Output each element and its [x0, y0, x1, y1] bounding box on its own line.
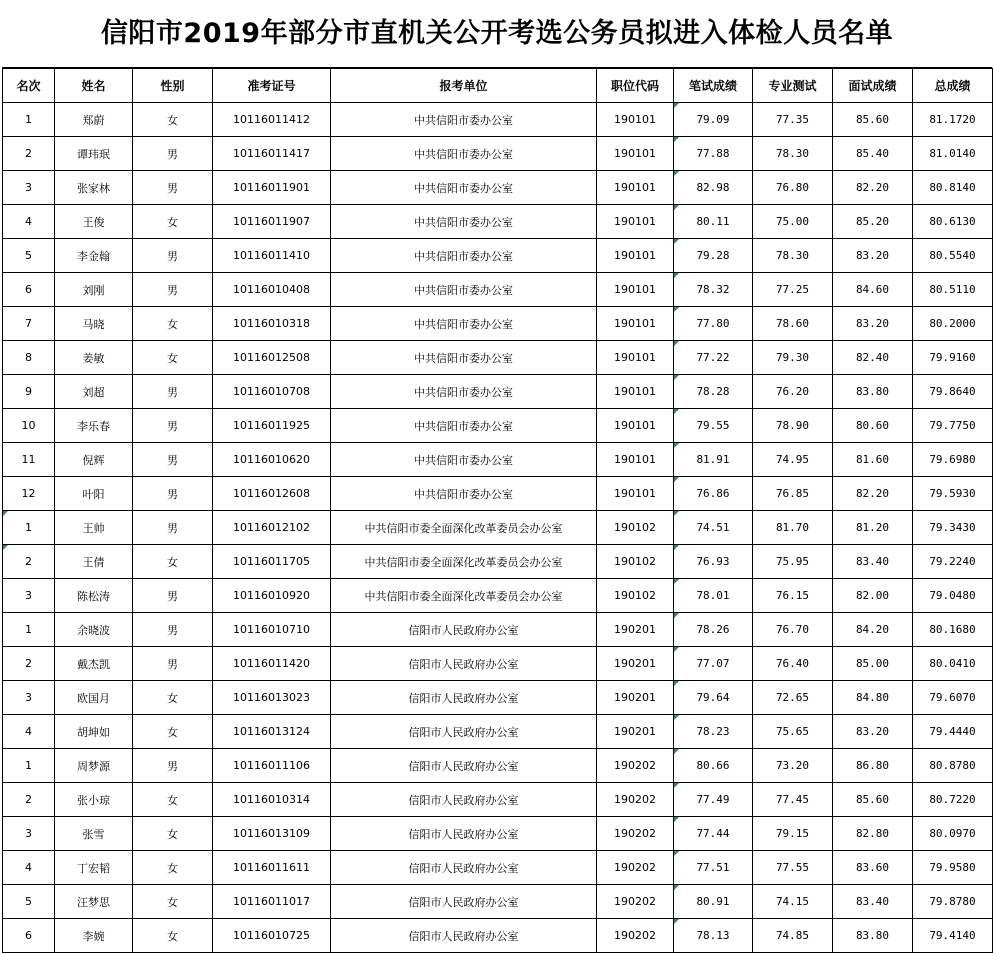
name-cell[interactable]: 张小琼	[55, 783, 133, 817]
total-score-cell[interactable]: 79.9160	[913, 341, 993, 375]
table-row	[3, 817, 993, 851]
position-code-cell[interactable]: 190101	[597, 205, 674, 239]
exam-id-cell[interactable]: 10116011420	[213, 647, 331, 681]
header-row	[3, 69, 993, 103]
position-code-cell[interactable]: 190202	[597, 749, 674, 783]
position-code-cell[interactable]: 190101	[597, 443, 674, 477]
rank-cell[interactable]: 2	[3, 647, 55, 681]
position-code-cell[interactable]: 190101	[597, 137, 674, 171]
gender-cell[interactable]: 男	[133, 239, 213, 273]
results-table	[2, 68, 993, 953]
spreadsheet	[2, 0, 992, 953]
exam-id-cell[interactable]: 10116011106	[213, 749, 331, 783]
written-score-cell[interactable]: 79.09	[674, 103, 753, 137]
table-row	[3, 851, 993, 885]
written-score-cell[interactable]: 77.07	[674, 647, 753, 681]
position-code-cell[interactable]: 190101	[597, 477, 674, 511]
exam-id-cell[interactable]: 10116010708	[213, 375, 331, 409]
interview-score-cell[interactable]: 84.80	[833, 681, 913, 715]
written-score-cell[interactable]: 77.51	[674, 851, 753, 885]
total-score-cell[interactable]: 79.4140	[913, 919, 993, 953]
professional-test-cell[interactable]: 76.85	[753, 477, 833, 511]
header-written-score[interactable]: 笔试成绩	[674, 69, 753, 103]
position-code-cell[interactable]: 190102	[597, 511, 674, 545]
interview-score-cell[interactable]: 83.40	[833, 545, 913, 579]
gender-cell[interactable]: 男	[133, 477, 213, 511]
position-code-cell[interactable]: 190202	[597, 817, 674, 851]
table-row	[3, 409, 993, 443]
interview-score-cell[interactable]: 82.40	[833, 341, 913, 375]
total-score-cell[interactable]: 79.8780	[913, 885, 993, 919]
rank-cell[interactable]: 1	[3, 613, 55, 647]
total-score-cell[interactable]: 80.6130	[913, 205, 993, 239]
rank-cell[interactable]: 2	[3, 137, 55, 171]
rank-cell[interactable]: 4	[3, 715, 55, 749]
table-row	[3, 715, 993, 749]
professional-test-cell[interactable]: 78.90	[753, 409, 833, 443]
position-code-cell[interactable]: 190101	[597, 171, 674, 205]
name-cell[interactable]: 戴杰凯	[55, 647, 133, 681]
header-exam-id[interactable]: 准考证号	[213, 69, 331, 103]
gender-cell[interactable]: 女	[133, 681, 213, 715]
total-score-cell[interactable]: 80.2000	[913, 307, 993, 341]
professional-test-cell[interactable]: 77.55	[753, 851, 833, 885]
professional-test-cell[interactable]: 74.15	[753, 885, 833, 919]
professional-test-cell[interactable]: 73.20	[753, 749, 833, 783]
professional-test-cell[interactable]: 75.00	[753, 205, 833, 239]
table-row	[3, 137, 993, 171]
unit-cell[interactable]: 中共信阳市委办公室	[331, 239, 597, 273]
exam-id-cell[interactable]: 10116012102	[213, 511, 331, 545]
rank-cell[interactable]: 4	[3, 851, 55, 885]
total-score-cell[interactable]: 80.1680	[913, 613, 993, 647]
unit-cell[interactable]: 中共信阳市委全面深化改革委员会办公室	[331, 511, 597, 545]
position-code-cell[interactable]: 190101	[597, 307, 674, 341]
rank-cell[interactable]: 2	[3, 545, 55, 579]
header-unit[interactable]: 报考单位	[331, 69, 597, 103]
position-code-cell[interactable]: 190201	[597, 647, 674, 681]
written-score-cell[interactable]: 78.32	[674, 273, 753, 307]
rank-cell[interactable]: 6	[3, 273, 55, 307]
unit-cell[interactable]: 中共信阳市委办公室	[331, 307, 597, 341]
gender-cell[interactable]: 男	[133, 749, 213, 783]
written-score-cell[interactable]: 78.28	[674, 375, 753, 409]
exam-id-cell[interactable]: 10116010725	[213, 919, 331, 953]
name-cell[interactable]: 姜敏	[55, 341, 133, 375]
unit-cell[interactable]: 中共信阳市委办公室	[331, 171, 597, 205]
exam-id-cell[interactable]: 10116011017	[213, 885, 331, 919]
gender-cell[interactable]: 男	[133, 511, 213, 545]
name-cell[interactable]: 欧国月	[55, 681, 133, 715]
rank-cell[interactable]: 8	[3, 341, 55, 375]
exam-id-cell[interactable]: 10116011925	[213, 409, 331, 443]
gender-cell[interactable]: 男	[133, 273, 213, 307]
exam-id-cell[interactable]: 10116013023	[213, 681, 331, 715]
position-code-cell[interactable]: 190202	[597, 919, 674, 953]
written-score-cell[interactable]: 78.23	[674, 715, 753, 749]
rank-cell[interactable]: 12	[3, 477, 55, 511]
interview-score-cell[interactable]: 83.40	[833, 885, 913, 919]
gender-cell[interactable]: 男	[133, 443, 213, 477]
name-cell[interactable]: 周梦源	[55, 749, 133, 783]
exam-id-cell[interactable]: 10116011417	[213, 137, 331, 171]
interview-score-cell[interactable]: 85.60	[833, 783, 913, 817]
professional-test-cell[interactable]: 77.35	[753, 103, 833, 137]
gender-cell[interactable]: 女	[133, 307, 213, 341]
total-score-cell[interactable]: 79.2240	[913, 545, 993, 579]
exam-id-cell[interactable]: 10116013109	[213, 817, 331, 851]
interview-score-cell[interactable]: 85.40	[833, 137, 913, 171]
exam-id-cell[interactable]: 10116010314	[213, 783, 331, 817]
header-total-score[interactable]: 总成绩	[913, 69, 993, 103]
written-score-cell[interactable]: 77.88	[674, 137, 753, 171]
name-cell[interactable]: 张家林	[55, 171, 133, 205]
written-score-cell[interactable]: 78.13	[674, 919, 753, 953]
position-code-cell[interactable]: 190101	[597, 273, 674, 307]
position-code-cell[interactable]: 190101	[597, 341, 674, 375]
professional-test-cell[interactable]: 81.70	[753, 511, 833, 545]
total-score-cell[interactable]: 79.8640	[913, 375, 993, 409]
table-row	[3, 647, 993, 681]
exam-id-cell[interactable]: 10116010710	[213, 613, 331, 647]
professional-test-cell[interactable]: 76.70	[753, 613, 833, 647]
gender-cell[interactable]: 男	[133, 409, 213, 443]
name-cell[interactable]: 李乐春	[55, 409, 133, 443]
interview-score-cell[interactable]: 81.60	[833, 443, 913, 477]
rank-cell[interactable]: 3	[3, 817, 55, 851]
gender-cell[interactable]: 女	[133, 783, 213, 817]
professional-test-cell[interactable]: 78.60	[753, 307, 833, 341]
rank-cell[interactable]: 5	[3, 239, 55, 273]
total-score-cell[interactable]: 80.8780	[913, 749, 993, 783]
professional-test-cell[interactable]: 75.95	[753, 545, 833, 579]
table-row	[3, 171, 993, 205]
gender-cell[interactable]: 女	[133, 205, 213, 239]
name-cell[interactable]: 余晓波	[55, 613, 133, 647]
table-row	[3, 477, 993, 511]
gender-cell[interactable]: 女	[133, 919, 213, 953]
written-score-cell[interactable]: 79.64	[674, 681, 753, 715]
position-code-cell[interactable]: 190201	[597, 681, 674, 715]
gender-cell[interactable]: 女	[133, 851, 213, 885]
written-score-cell[interactable]: 82.98	[674, 171, 753, 205]
rank-cell[interactable]: 3	[3, 681, 55, 715]
name-cell[interactable]: 张雪	[55, 817, 133, 851]
position-code-cell[interactable]: 190101	[597, 375, 674, 409]
table-row	[3, 579, 993, 613]
rank-cell[interactable]: 7	[3, 307, 55, 341]
unit-cell[interactable]: 中共信阳市委办公室	[331, 375, 597, 409]
interview-score-cell[interactable]: 83.60	[833, 851, 913, 885]
rank-cell[interactable]: 1	[3, 749, 55, 783]
name-cell[interactable]: 马晓	[55, 307, 133, 341]
professional-test-cell[interactable]: 79.30	[753, 341, 833, 375]
name-cell[interactable]: 倪辉	[55, 443, 133, 477]
gender-cell[interactable]: 男	[133, 613, 213, 647]
total-score-cell[interactable]: 79.3430	[913, 511, 993, 545]
position-code-cell[interactable]: 190101	[597, 409, 674, 443]
table-body	[3, 103, 993, 953]
table-row	[3, 783, 993, 817]
page-title: 信阳市2019年部分市直机关公开考选公务员拟进入体检人员名单	[2, 0, 992, 68]
professional-test-cell[interactable]: 76.15	[753, 579, 833, 613]
professional-test-cell[interactable]: 78.30	[753, 239, 833, 273]
professional-test-cell[interactable]: 76.40	[753, 647, 833, 681]
unit-cell[interactable]: 中共信阳市委办公室	[331, 103, 597, 137]
name-cell[interactable]: 刘超	[55, 375, 133, 409]
exam-id-cell[interactable]: 10116012608	[213, 477, 331, 511]
gender-cell[interactable]: 男	[133, 375, 213, 409]
name-cell[interactable]: 汪梦思	[55, 885, 133, 919]
professional-test-cell[interactable]: 79.15	[753, 817, 833, 851]
written-score-cell[interactable]: 74.51	[674, 511, 753, 545]
written-score-cell[interactable]: 78.01	[674, 579, 753, 613]
position-code-cell[interactable]: 190201	[597, 613, 674, 647]
name-cell[interactable]: 王倩	[55, 545, 133, 579]
unit-cell[interactable]: 信阳市人民政府办公室	[331, 647, 597, 681]
written-score-cell[interactable]: 79.28	[674, 239, 753, 273]
written-score-cell[interactable]: 76.86	[674, 477, 753, 511]
unit-cell[interactable]: 中共信阳市委办公室	[331, 443, 597, 477]
total-score-cell[interactable]: 79.0480	[913, 579, 993, 613]
written-score-cell[interactable]: 80.66	[674, 749, 753, 783]
name-cell[interactable]: 陈松涛	[55, 579, 133, 613]
professional-test-cell[interactable]: 76.80	[753, 171, 833, 205]
table-row	[3, 273, 993, 307]
exam-id-cell[interactable]: 10116013124	[213, 715, 331, 749]
exam-id-cell[interactable]: 10116011410	[213, 239, 331, 273]
table-row	[3, 613, 993, 647]
interview-score-cell[interactable]: 81.20	[833, 511, 913, 545]
written-score-cell[interactable]: 81.91	[674, 443, 753, 477]
gender-cell[interactable]: 男	[133, 137, 213, 171]
name-cell[interactable]: 刘刚	[55, 273, 133, 307]
table-row	[3, 307, 993, 341]
written-score-cell[interactable]: 77.44	[674, 817, 753, 851]
unit-cell[interactable]: 信阳市人民政府办公室	[331, 715, 597, 749]
interview-score-cell[interactable]: 83.80	[833, 375, 913, 409]
total-score-cell[interactable]: 80.5540	[913, 239, 993, 273]
interview-score-cell[interactable]: 83.20	[833, 239, 913, 273]
rank-cell[interactable]: 11	[3, 443, 55, 477]
interview-score-cell[interactable]: 82.20	[833, 477, 913, 511]
name-cell[interactable]: 郑蔚	[55, 103, 133, 137]
name-cell[interactable]: 李金翰	[55, 239, 133, 273]
name-cell[interactable]: 胡坤如	[55, 715, 133, 749]
interview-score-cell[interactable]: 84.20	[833, 613, 913, 647]
table-row	[3, 443, 993, 477]
exam-id-cell[interactable]: 10116010620	[213, 443, 331, 477]
header-interview-score[interactable]: 面试成绩	[833, 69, 913, 103]
unit-cell[interactable]: 中共信阳市委全面深化改革委员会办公室	[331, 545, 597, 579]
gender-cell[interactable]: 女	[133, 103, 213, 137]
header-gender[interactable]: 性别	[133, 69, 213, 103]
total-score-cell[interactable]: 80.7220	[913, 783, 993, 817]
gender-cell[interactable]: 女	[133, 715, 213, 749]
unit-cell[interactable]: 中共信阳市委办公室	[331, 477, 597, 511]
interview-score-cell[interactable]: 82.20	[833, 171, 913, 205]
total-score-cell[interactable]: 79.4440	[913, 715, 993, 749]
total-score-cell[interactable]: 80.0410	[913, 647, 993, 681]
table-row	[3, 545, 993, 579]
total-score-cell[interactable]: 81.0140	[913, 137, 993, 171]
unit-cell[interactable]: 信阳市人民政府办公室	[331, 613, 597, 647]
written-score-cell[interactable]: 76.93	[674, 545, 753, 579]
interview-score-cell[interactable]: 84.60	[833, 273, 913, 307]
written-score-cell[interactable]: 80.11	[674, 205, 753, 239]
rank-cell[interactable]: 3	[3, 171, 55, 205]
rank-cell[interactable]: 9	[3, 375, 55, 409]
total-score-cell[interactable]: 80.5110	[913, 273, 993, 307]
unit-cell[interactable]: 中共信阳市委办公室	[331, 341, 597, 375]
professional-test-cell[interactable]: 75.65	[753, 715, 833, 749]
unit-cell[interactable]: 信阳市人民政府办公室	[331, 681, 597, 715]
table-row	[3, 205, 993, 239]
position-code-cell[interactable]: 190202	[597, 783, 674, 817]
professional-test-cell[interactable]: 77.25	[753, 273, 833, 307]
interview-score-cell[interactable]: 83.20	[833, 715, 913, 749]
unit-cell[interactable]: 信阳市人民政府办公室	[331, 885, 597, 919]
name-cell[interactable]: 丁宏韬	[55, 851, 133, 885]
professional-test-cell[interactable]: 72.65	[753, 681, 833, 715]
professional-test-cell[interactable]: 74.85	[753, 919, 833, 953]
table-row	[3, 885, 993, 919]
unit-cell[interactable]: 中共信阳市委办公室	[331, 205, 597, 239]
gender-cell[interactable]: 男	[133, 579, 213, 613]
position-code-cell[interactable]: 190102	[597, 579, 674, 613]
position-code-cell[interactable]: 190101	[597, 239, 674, 273]
total-score-cell[interactable]: 79.5930	[913, 477, 993, 511]
name-cell[interactable]: 叶阳	[55, 477, 133, 511]
table-row	[3, 341, 993, 375]
professional-test-cell[interactable]: 78.30	[753, 137, 833, 171]
table-row	[3, 239, 993, 273]
exam-id-cell[interactable]: 10116010920	[213, 579, 331, 613]
interview-score-cell[interactable]: 85.60	[833, 103, 913, 137]
name-cell[interactable]: 王帅	[55, 511, 133, 545]
unit-cell[interactable]: 信阳市人民政府办公室	[331, 817, 597, 851]
interview-score-cell[interactable]: 83.20	[833, 307, 913, 341]
written-score-cell[interactable]: 77.22	[674, 341, 753, 375]
header-professional-test[interactable]: 专业测试	[753, 69, 833, 103]
position-code-cell[interactable]: 190102	[597, 545, 674, 579]
interview-score-cell[interactable]: 82.00	[833, 579, 913, 613]
gender-cell[interactable]: 男	[133, 647, 213, 681]
interview-score-cell[interactable]: 83.80	[833, 919, 913, 953]
gender-cell[interactable]: 女	[133, 341, 213, 375]
professional-test-cell[interactable]: 74.95	[753, 443, 833, 477]
written-score-cell[interactable]: 77.80	[674, 307, 753, 341]
gender-cell[interactable]: 女	[133, 885, 213, 919]
interview-score-cell[interactable]: 80.60	[833, 409, 913, 443]
table-row	[3, 681, 993, 715]
header-name[interactable]: 姓名	[55, 69, 133, 103]
header-rank[interactable]: 名次	[3, 69, 55, 103]
written-score-cell[interactable]: 78.26	[674, 613, 753, 647]
unit-cell[interactable]: 信阳市人民政府办公室	[331, 919, 597, 953]
name-cell[interactable]: 谭玮珉	[55, 137, 133, 171]
unit-cell[interactable]: 中共信阳市委办公室	[331, 137, 597, 171]
exam-id-cell[interactable]: 10116012508	[213, 341, 331, 375]
exam-id-cell[interactable]: 10116010318	[213, 307, 331, 341]
total-score-cell[interactable]: 79.9580	[913, 851, 993, 885]
total-score-cell[interactable]: 80.8140	[913, 171, 993, 205]
position-code-cell[interactable]: 190202	[597, 851, 674, 885]
unit-cell[interactable]: 信阳市人民政府办公室	[331, 783, 597, 817]
exam-id-cell[interactable]: 10116011901	[213, 171, 331, 205]
written-score-cell[interactable]: 77.49	[674, 783, 753, 817]
written-score-cell[interactable]: 79.55	[674, 409, 753, 443]
exam-id-cell[interactable]: 10116011412	[213, 103, 331, 137]
total-score-cell[interactable]: 79.7750	[913, 409, 993, 443]
professional-test-cell[interactable]: 77.45	[753, 783, 833, 817]
exam-id-cell[interactable]: 10116011907	[213, 205, 331, 239]
position-code-cell[interactable]: 190201	[597, 715, 674, 749]
written-score-cell[interactable]: 80.91	[674, 885, 753, 919]
interview-score-cell[interactable]: 85.00	[833, 647, 913, 681]
position-code-cell[interactable]: 190202	[597, 885, 674, 919]
table-row	[3, 103, 993, 137]
table-row	[3, 375, 993, 409]
rank-cell[interactable]: 1	[3, 511, 55, 545]
unit-cell[interactable]: 信阳市人民政府办公室	[331, 851, 597, 885]
interview-score-cell[interactable]: 85.20	[833, 205, 913, 239]
rank-cell[interactable]: 4	[3, 205, 55, 239]
rank-cell[interactable]: 6	[3, 919, 55, 953]
exam-id-cell[interactable]: 10116010408	[213, 273, 331, 307]
table-row	[3, 511, 993, 545]
total-score-cell[interactable]: 81.1720	[913, 103, 993, 137]
gender-cell[interactable]: 女	[133, 817, 213, 851]
position-code-cell[interactable]: 190101	[597, 103, 674, 137]
interview-score-cell[interactable]: 82.80	[833, 817, 913, 851]
name-cell[interactable]: 王俊	[55, 205, 133, 239]
table-row	[3, 919, 993, 953]
rank-cell[interactable]: 10	[3, 409, 55, 443]
rank-cell[interactable]: 3	[3, 579, 55, 613]
unit-cell[interactable]: 中共信阳市委全面深化改革委员会办公室	[331, 579, 597, 613]
header-position-code[interactable]: 职位代码	[597, 69, 674, 103]
rank-cell[interactable]: 2	[3, 783, 55, 817]
total-score-cell[interactable]: 79.6980	[913, 443, 993, 477]
rank-cell[interactable]: 1	[3, 103, 55, 137]
unit-cell[interactable]: 中共信阳市委办公室	[331, 273, 597, 307]
unit-cell[interactable]: 信阳市人民政府办公室	[331, 749, 597, 783]
gender-cell[interactable]: 男	[133, 171, 213, 205]
unit-cell[interactable]: 中共信阳市委办公室	[331, 409, 597, 443]
rank-cell[interactable]: 5	[3, 885, 55, 919]
exam-id-cell[interactable]: 10116011705	[213, 545, 331, 579]
name-cell[interactable]: 李婉	[55, 919, 133, 953]
professional-test-cell[interactable]: 76.20	[753, 375, 833, 409]
interview-score-cell[interactable]: 86.80	[833, 749, 913, 783]
table-row	[3, 749, 993, 783]
exam-id-cell[interactable]: 10116011611	[213, 851, 331, 885]
total-score-cell[interactable]: 79.6070	[913, 681, 993, 715]
gender-cell[interactable]: 女	[133, 545, 213, 579]
total-score-cell[interactable]: 80.0970	[913, 817, 993, 851]
